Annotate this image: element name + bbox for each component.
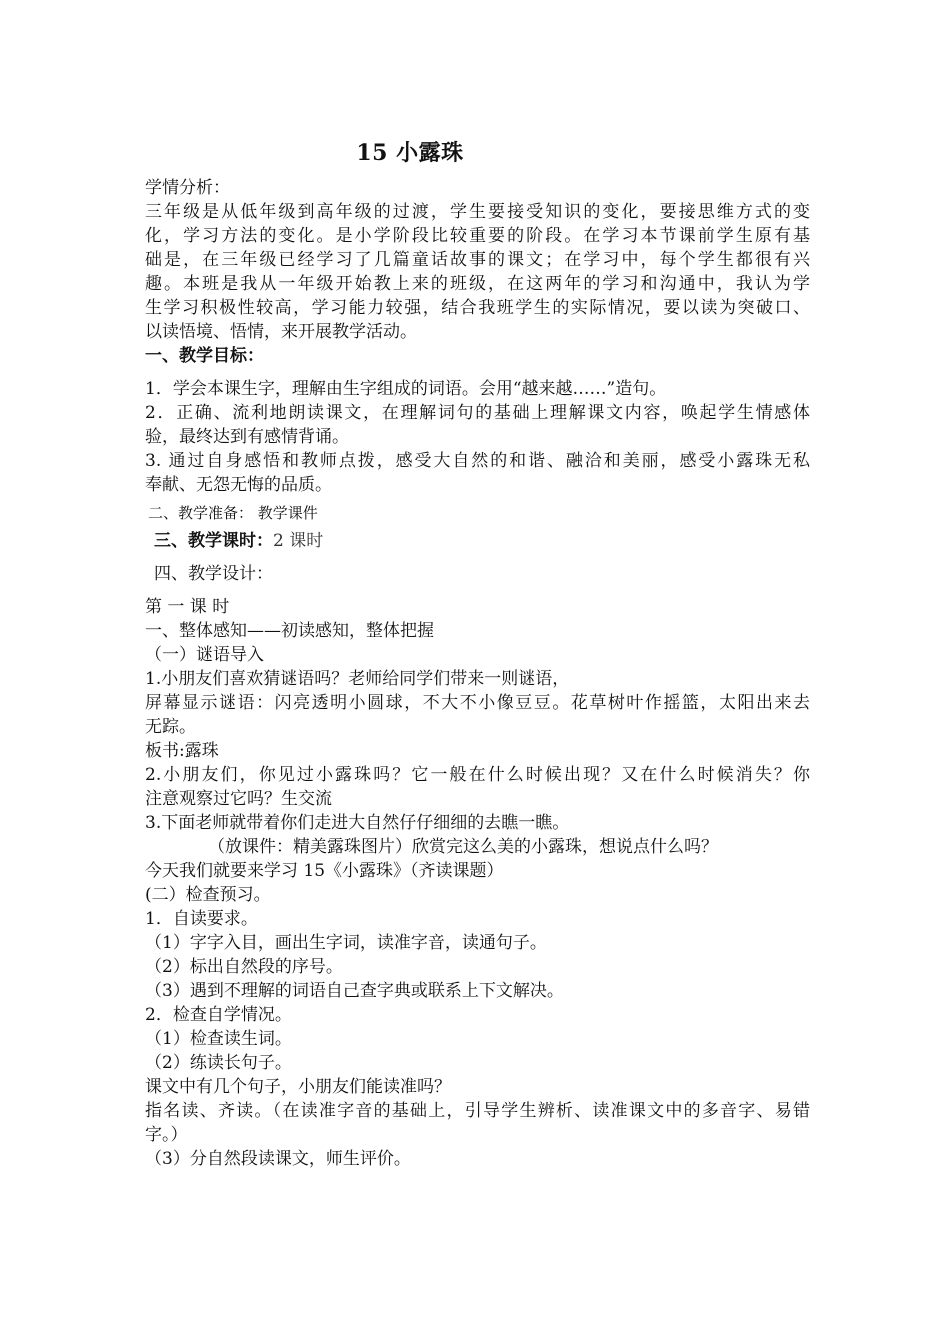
paragraph-line: （放课件：精美露珠图片）欣赏完这么美的小露珠，想说点什么吗？ <box>208 837 718 857</box>
paragraph-line: 3.下面老师就带着你们走进大自然仔仔细细的去瞧一瞧。 <box>145 813 570 833</box>
paragraph-line: 2.小朋友们，你见过小露珠吗？它一般在什么时候出现？又在什么时候消失？你 <box>145 765 810 785</box>
page-title: 15 小露珠 <box>356 140 464 166</box>
section-heading: 学情分析： <box>145 178 230 198</box>
paragraph-line: 础是，在三年级已经学习了几篇童话故事的课文；在学习中，每个学生都很有兴 <box>145 250 810 270</box>
section-heading-label: 三、教学课时： <box>154 531 273 551</box>
paragraph-line: 化，学习方法的变化。是小学阶段比较重要的阶段。在学习本节课前学生原有基 <box>145 226 810 246</box>
list-item: （3）遇到不理解的词语自己查字典或联系上下文解决。 <box>145 981 564 1001</box>
subsection-heading: （一）谜语导入 <box>145 645 264 665</box>
list-item: （2）练读长句子。 <box>145 1053 292 1073</box>
paragraph-line: 课文中有几个句子，小朋友们能读准吗？ <box>145 1077 451 1097</box>
paragraph-line: 趣。本班是我从一年级开始教上来的班级，在这两年的学习和沟通中，我认为学 <box>145 274 810 294</box>
section-heading: 一、教学目标： <box>145 346 264 366</box>
document-body <box>145 176 810 1171</box>
paragraph-line: 生学习积极性较高，学习能力较强，结合我班学生的实际情况，要以读为突破口、 <box>145 298 810 318</box>
list-item: （1）检查读生词。 <box>145 1029 292 1049</box>
list-item: 2．正确、流利地朗读课文，在理解词句的基础上理解课文内容，唤起学生情感体 <box>145 403 810 423</box>
list-item: （1）字字入目，画出生字词，读准字音，读通句子。 <box>145 933 547 953</box>
paragraph-line: 板书:露珠 <box>145 741 219 761</box>
paragraph-line: 注意观察过它吗？生交流 <box>145 789 332 809</box>
paragraph-line: 1.小朋友们喜欢猜谜语吗？老师给同学们带来一则谜语， <box>145 669 570 689</box>
list-item: （3）分自然段读课文，师生评价。 <box>145 1149 411 1169</box>
paragraph-line: 三年级是从低年级到高年级的过渡，学生要接受知识的变化，要接思维方式的变 <box>145 202 810 222</box>
subsection-heading: (二）检查预习。 <box>145 885 271 905</box>
paragraph-line: 验，最终达到有感情背诵。 <box>145 427 349 447</box>
paragraph-line: 指名读、齐读。（在读准字音的基础上，引导学生辨析、读准课文中的多音字、易错 <box>145 1101 810 1121</box>
paragraph-line: 屏幕显示谜语：闪亮透明小圆球，不大不小像豆豆。花草树叶作摇篮，太阳出来去 <box>145 693 810 713</box>
section-heading <box>145 529 810 553</box>
lesson-heading: 第 一 课 时 <box>145 597 230 617</box>
section-heading-value: 2 课时 <box>273 531 324 551</box>
list-item: 1．学会本课生字，理解由生字组成的词语。会用“越来越……”造句。 <box>145 379 667 399</box>
section-heading: 四、教学设计： <box>154 564 273 584</box>
list-item: 1．自读要求。 <box>145 909 258 929</box>
section-heading: 一、整体感知——初读感知，整体把握 <box>145 621 434 641</box>
list-item: 3. 通过自身感悟和教师点拨，感受大自然的和谐、融洽和美丽，感受小露珠无私 <box>145 451 810 471</box>
paragraph-line: 奉献、无怨无悔的品质。 <box>145 475 332 495</box>
paragraph-line: 无踪。 <box>145 717 196 737</box>
list-item: （2）标出自然段的序号。 <box>145 957 343 977</box>
list-item: 2．检查自学情况。 <box>145 1005 292 1025</box>
paragraph-line: 今天我们就要来学习 15《小露珠》（齐读课题） <box>145 861 504 881</box>
paragraph-line: 字。） <box>145 1125 188 1145</box>
section-heading: 二、教学准备： 教学课件 <box>148 504 318 522</box>
paragraph-line: 以读悟境、悟情，来开展教学活动。 <box>145 322 417 342</box>
